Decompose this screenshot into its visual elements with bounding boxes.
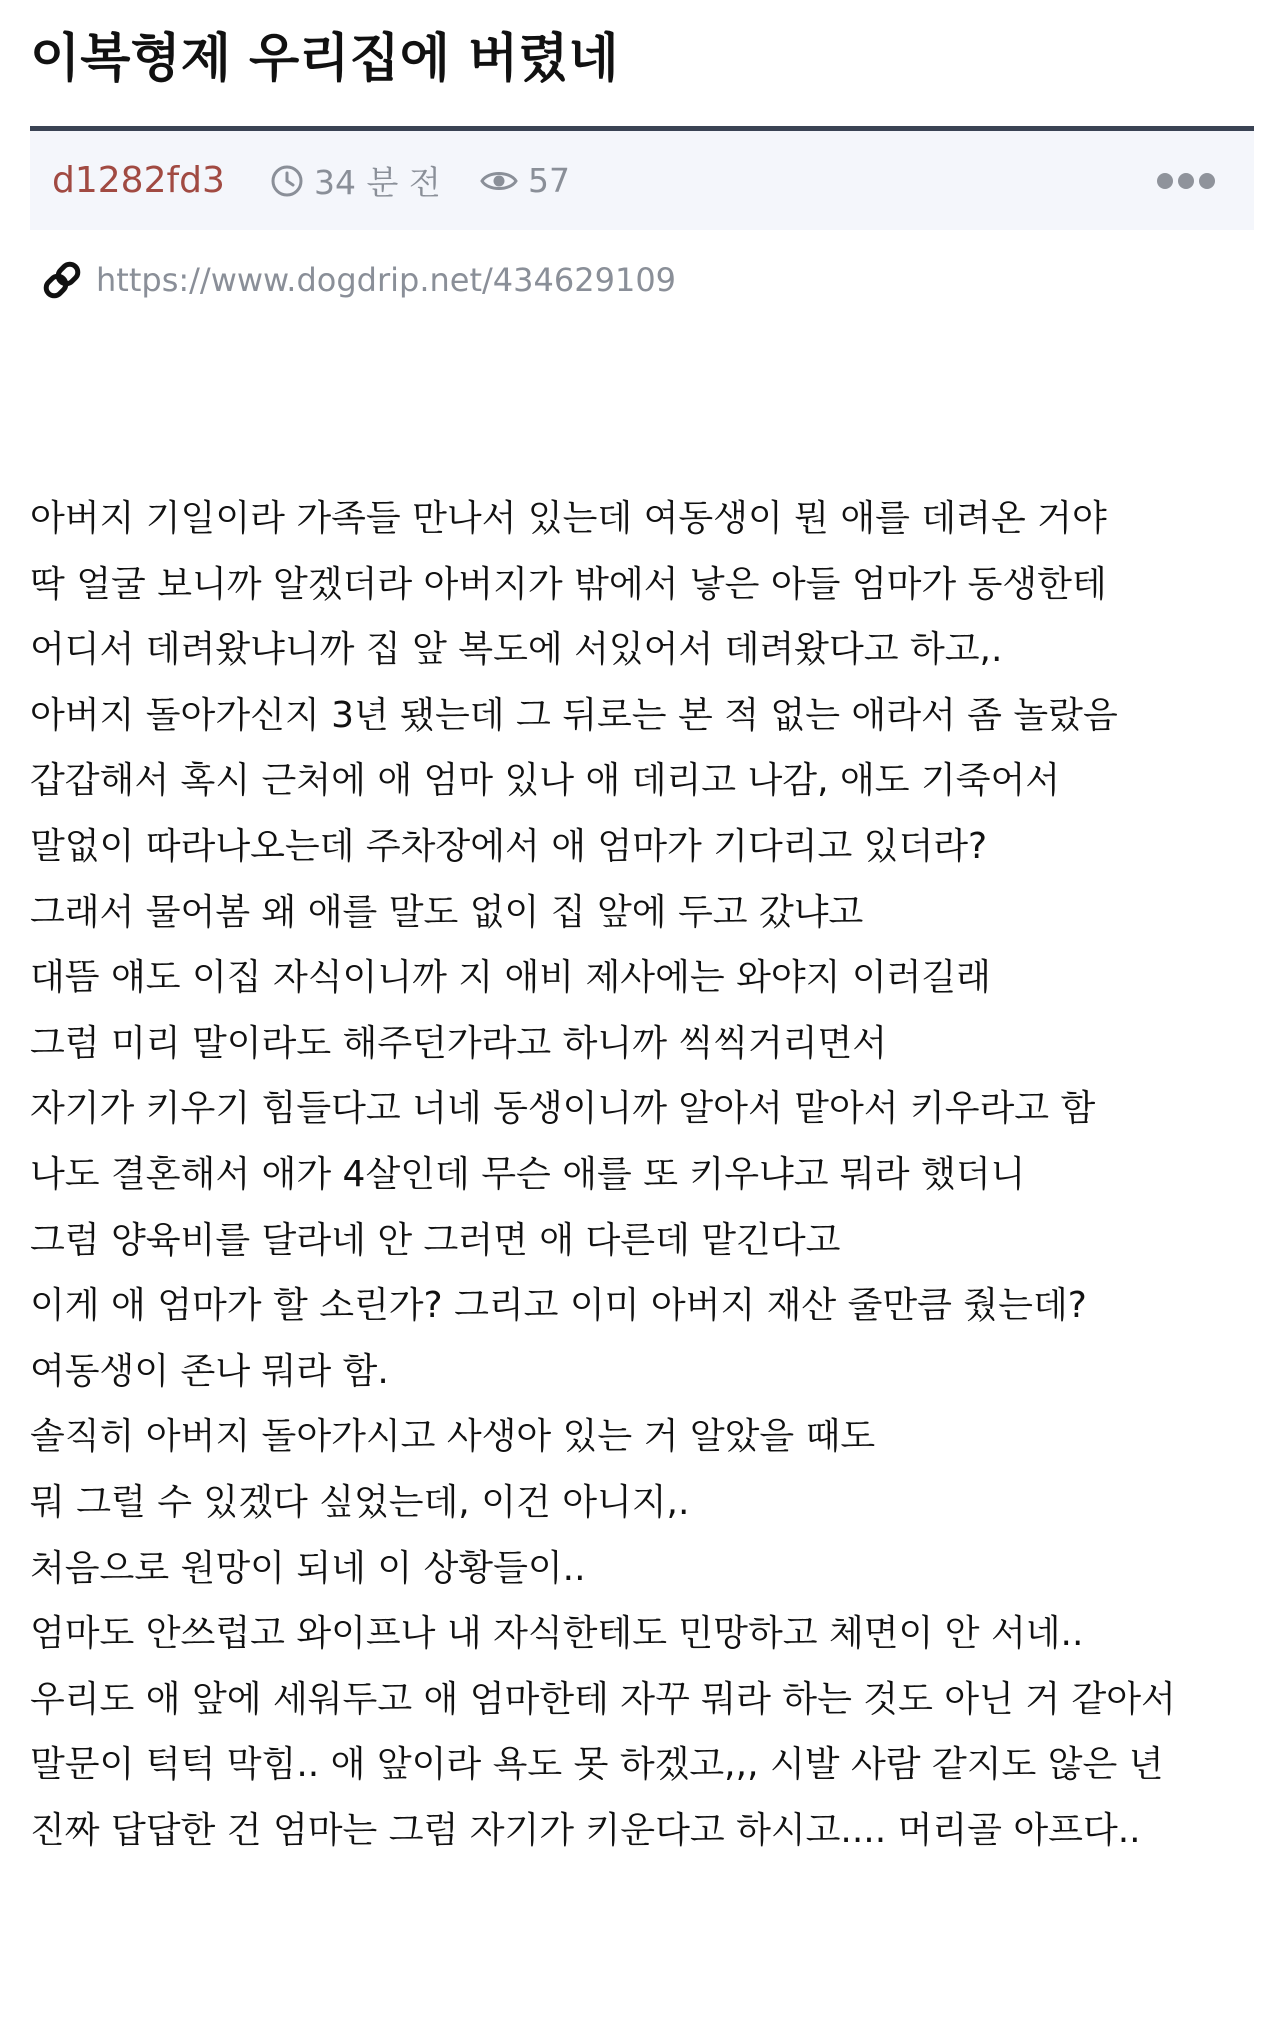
- body-line: 어디서 데려왔냐니까 집 앞 복도에 서있어서 데려왔다고 하고,.: [30, 629, 1003, 671]
- post-url-row: [40, 252, 676, 308]
- post-views: [480, 131, 570, 230]
- post-time: [270, 131, 441, 230]
- clock-icon: [270, 164, 304, 198]
- body-line: 말없이 따라나오는데 주차장에서 애 엄마가 기다리고 있더라?: [30, 825, 988, 867]
- body-line: 처음으로 원망이 되네 이 상황들이..: [30, 1547, 586, 1589]
- body-line: 솔직히 아버지 돌아가시고 사생아 있는 거 알았을 때도: [30, 1416, 876, 1458]
- post-url-link[interactable]: https://www.dogdrip.net/434629109: [96, 261, 677, 299]
- body-line: 그럼 미리 말이라도 해주던가라고 하니까 씩씩거리면서: [30, 1022, 888, 1064]
- body-line: 엄마도 안쓰럽고 와이프나 내 자식한테도 민망하고 체면이 안 서네..: [30, 1613, 1084, 1655]
- eye-icon: [480, 166, 518, 196]
- body-line: 아버지 돌아가신지 3년 됐는데 그 뒤로는 본 적 없는 애라서 좀 놀랐음: [30, 694, 1118, 736]
- body-line: 딱 얼굴 보니까 알겠더라 아버지가 밖에서 낳은 아들 엄마가 동생한테: [30, 563, 1107, 605]
- body-line: 말문이 턱턱 막힘.. 애 앞이라 욕도 못 하겠고,,, 시발 사람 같지도 않은 년: [30, 1744, 1164, 1786]
- body-line: 대뜸 얘도 이집 자식이니까 지 애비 제사에는 와야지 이러길래: [30, 957, 991, 999]
- time-ago: 34 분 전: [314, 163, 441, 202]
- body-line: 이게 애 엄마가 할 소린가? 그리고 이미 아버지 재산 줄만큼 줬는데?: [30, 1285, 1087, 1327]
- post-title: 이복형제 우리집에 버렸네: [30, 29, 619, 89]
- more-options-button[interactable]: [1156, 131, 1216, 230]
- author-name[interactable]: d1282fd3: [52, 160, 225, 201]
- view-count: 57: [528, 161, 570, 200]
- body-line: 자기가 키우기 힘들다고 너네 동생이니까 알아서 맡아서 키우라고 함: [30, 1088, 1096, 1130]
- post-body: [30, 486, 1260, 1863]
- body-line: 그래서 물어봄 왜 애를 말도 없이 집 앞에 두고 갔냐고: [30, 891, 864, 933]
- body-line: 나도 결혼해서 애가 4살인데 무슨 애를 또 키우냐고 뭐라 했더니: [30, 1153, 1026, 1195]
- body-line: 갑갑해서 혹시 근처에 애 엄마 있나 애 데리고 나감, 애도 기죽어서: [30, 760, 1061, 802]
- body-line: 여동생이 존나 뭐라 함.: [30, 1350, 389, 1392]
- body-line: 그럼 양육비를 달라네 안 그러면 애 다른데 맡긴다고: [30, 1219, 841, 1261]
- link-icon: [40, 258, 84, 302]
- body-line: 진짜 답답한 건 엄마는 그럼 자기가 키운다고 하시고.... 머리골 아프다..: [30, 1809, 1141, 1851]
- body-line: 우리도 애 앞에 세워두고 애 엄마한테 자꾸 뭐라 하는 것도 아닌 거 같아서: [30, 1678, 1176, 1720]
- body-line: 뭐 그럴 수 있겠다 싶었는데, 이건 아니지,.: [30, 1481, 690, 1523]
- more-dots-icon: [1156, 171, 1216, 191]
- post-meta-bar: [30, 126, 1254, 230]
- body-line: 아버지 기일이라 가족들 만나서 있는데 여동생이 뭔 애를 데려온 거야: [30, 498, 1107, 539]
